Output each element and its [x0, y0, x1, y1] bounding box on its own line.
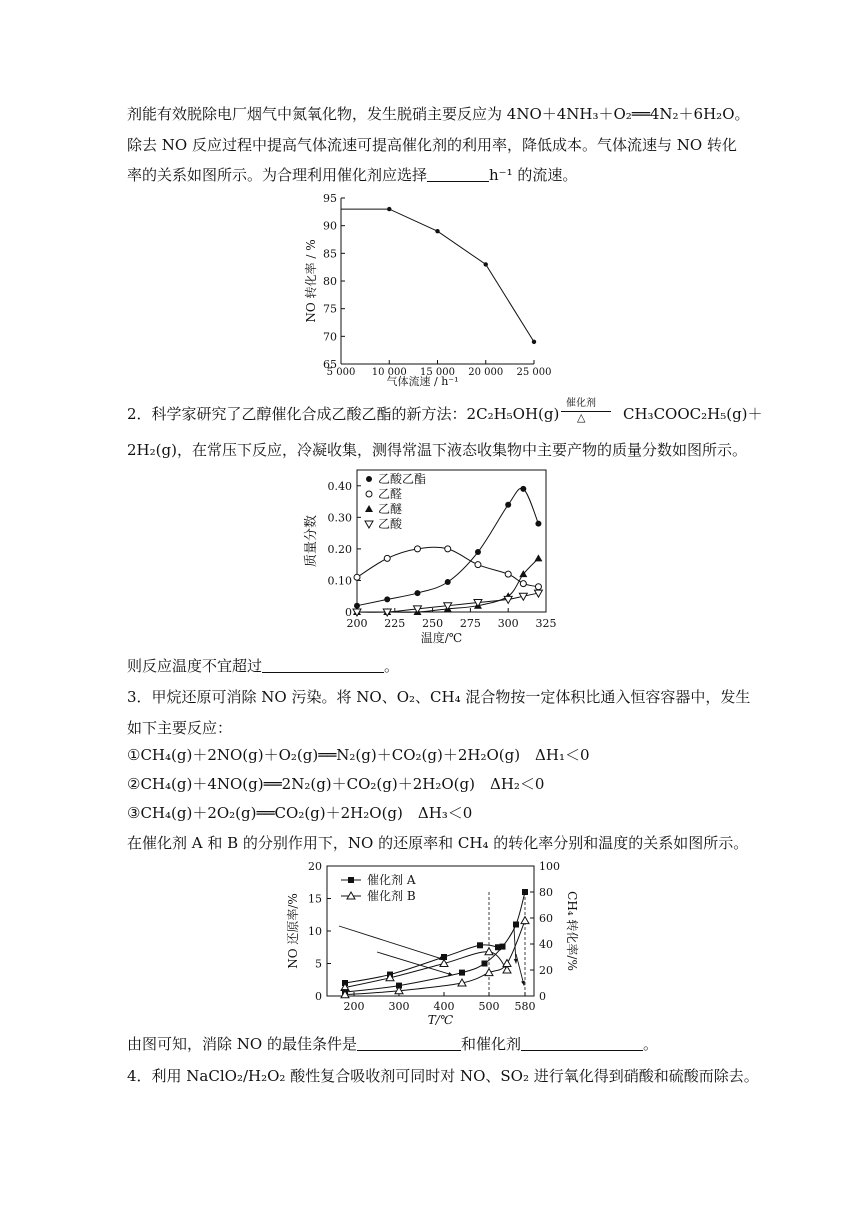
legend-label: 催化剂 B [367, 889, 416, 903]
legend-label: 催化剂 A [367, 873, 416, 887]
q2-line-1b: CH₃COOC₂H₅(g)＋ [623, 405, 763, 423]
x-tick-label: 275 [459, 617, 481, 630]
x-tick-label: 300 [497, 617, 519, 630]
data-point [383, 609, 391, 616]
arrow-head [439, 956, 444, 960]
y-tick-label: 0.10 [327, 574, 352, 588]
y-tick-label: 0.40 [327, 479, 352, 493]
data-point [441, 954, 447, 960]
data-point [383, 608, 391, 615]
data-point [384, 555, 390, 561]
q2-line-1 [127, 404, 559, 424]
data-point [520, 581, 526, 587]
intro-line-1: 剂能有效脱除电厂烟气中氮氧化物，发生脱硝主要反应为 4NO＋4NH₃＋O₂══4N₂＋6H₂O。 [127, 105, 750, 123]
y-tick-label: 0 [345, 606, 352, 619]
y-tick-label: 90 [323, 219, 337, 233]
data-point [482, 961, 488, 967]
x-tick-label: 20 000 [468, 367, 504, 378]
intro-line-3-unit: h⁻¹ 的流速。 [489, 166, 578, 184]
data-point [519, 570, 527, 577]
data-point [459, 970, 465, 976]
y-tick-label: 65 [323, 358, 337, 371]
data-point [414, 546, 420, 552]
data-point [504, 592, 512, 599]
q2-answer-end: 。 [384, 657, 400, 675]
data-point [396, 983, 402, 989]
data-point [435, 229, 439, 233]
y-tick-label: 0.20 [327, 542, 352, 556]
data-point [505, 502, 511, 508]
q2-line-2: 2H₂(g)，在常压下反应，冷凝收集，测得常温下液态收集物中主要产物的质量分数如图所示。 [127, 441, 747, 459]
series-line-3 [357, 558, 538, 612]
data-point [505, 571, 511, 577]
series-line-1 [345, 945, 498, 983]
annotation-arrow [516, 954, 524, 986]
answer-blank-temperature[interactable] [262, 658, 384, 673]
data-point [353, 608, 361, 615]
q4-line-1: 4．利用 NaClO₂/H₂O₂ 酸性复合吸收剂可同时对 NO、SO₂ 进行氧化得到硝酸和硫酸而除去。 [127, 1067, 759, 1085]
series-line-1 [357, 488, 538, 605]
q2-line-1a: 2．科学家研究了乙醇催化合成乙酸乙酯的新方法：2C₂H₅OH(g) [127, 405, 560, 423]
y-tick-label: 80 [323, 275, 337, 288]
data-point [495, 944, 501, 950]
data-point [484, 262, 488, 266]
data-point [413, 606, 421, 613]
data-point [535, 584, 541, 590]
x-tick-label: 10 000 [371, 367, 407, 378]
data-point [522, 889, 528, 895]
q3-reaction-3: ③CH₄(g)＋2O₂(g)══CO₂(g)＋2H₂O(g) ΔH₃＜0 [127, 804, 473, 822]
data-point [444, 603, 452, 610]
data-point [503, 966, 511, 973]
series-line-2 [357, 547, 538, 586]
q2-heat-label: △ [577, 411, 586, 424]
data-point [535, 521, 541, 527]
x-tick-label: 225 [384, 617, 406, 630]
data-point [342, 980, 348, 986]
data-point [341, 984, 349, 991]
data-point [485, 948, 493, 955]
data-point [485, 969, 493, 976]
x-tick-label: 15 000 [420, 367, 455, 378]
answer-blank-condition[interactable] [357, 1036, 461, 1051]
intro-line-2: 除去 NO 反应过程中提高气体流速可提高催化剂的利用率，降低成本。气体流速与 NO 转化 [127, 136, 737, 154]
q2-catalyst-label: 催化剂 [566, 398, 596, 409]
intro-line-3-text: 率的关系如图所示。为合理利用催化剂应选择 [127, 166, 428, 184]
answer-blank-flow[interactable] [427, 167, 489, 182]
y2-axis-label: CH₄ 转化率/% [565, 891, 579, 971]
data-point [413, 608, 421, 615]
x-axis-label: T/℃ [427, 1013, 454, 1027]
data-point [532, 340, 536, 344]
x-tick-label: 500 [478, 1000, 500, 1013]
x-tick-label: 325 [535, 617, 557, 630]
intro-line-3 [127, 165, 577, 185]
arrow-head [514, 959, 518, 964]
y2-tick-label: 40 [539, 938, 553, 951]
data-point [520, 486, 526, 492]
arrow-head [448, 972, 453, 976]
data-point [440, 960, 448, 967]
data-point [445, 546, 451, 552]
q3-answer-end: 。 [642, 1035, 658, 1053]
y-tick-label: 95 [323, 192, 337, 205]
y-tick-label: 70 [323, 330, 337, 344]
data-point [342, 989, 348, 995]
annotation-arrow [514, 928, 516, 964]
data-point [474, 602, 482, 609]
q2-answer-line [127, 656, 399, 676]
data-point [414, 590, 420, 596]
q3-line-3: 在催化剂 A 和 B 的分别作用下，NO 的还原率和 CH₄ 的转化率分别和温度的关系如图所示。 [127, 834, 749, 852]
x-tick-label: 300 [388, 1000, 410, 1013]
plot-frame [327, 866, 534, 996]
data-point [445, 579, 451, 585]
annotation-arrow [377, 952, 453, 975]
series-line-4 [345, 921, 525, 995]
data-point [504, 596, 512, 603]
q3-answer-mid: 和催化剂 [460, 1035, 521, 1053]
data-point [353, 609, 361, 616]
data-point [354, 603, 360, 609]
data-point [474, 600, 482, 607]
arrow-head [521, 981, 525, 986]
data-point [475, 562, 481, 568]
y2-tick-label: 60 [539, 912, 553, 925]
y2-tick-label: 100 [539, 860, 560, 873]
x-tick-label: 580 [514, 1000, 536, 1013]
y-tick-label: 15 [308, 892, 322, 906]
q3-line-2: 如下主要反应： [127, 719, 233, 737]
legend-label: 乙酸 [378, 517, 403, 531]
data-point [521, 917, 529, 924]
y2-tick-label: 80 [539, 886, 553, 899]
q2-answer-text: 则反应温度不宜超过 [127, 657, 263, 675]
data-point [341, 991, 349, 998]
data-point [384, 596, 390, 602]
legend-label: 乙醛 [378, 487, 403, 501]
q3-answer-text: 由图可知，消除 NO 的最佳条件是 [127, 1035, 357, 1053]
x-axis-label: 温度/℃ [420, 631, 463, 645]
x-tick-label: 250 [422, 617, 444, 630]
series-line-2 [345, 952, 507, 988]
y-tick-label: 0.30 [327, 511, 352, 525]
y2-tick-label: 0 [539, 990, 546, 1003]
series-line-3 [345, 892, 525, 992]
x-tick-label: 400 [433, 1000, 455, 1013]
data-point [477, 942, 483, 948]
y-tick-label: 0 [315, 990, 322, 1003]
legend-label: 乙醚 [378, 502, 403, 516]
series-line [341, 209, 534, 342]
data-point [387, 972, 393, 978]
q3-line-1: 3．甲烷还原可消除 NO 污染。将 NO、O₂、CH₄ 混合物按一定体积比通入恒容容器中，发生 [127, 688, 751, 706]
data-point [513, 922, 519, 928]
plot-frame [357, 470, 546, 612]
q3-answer-line [127, 1034, 658, 1054]
x-axis-label: 气体流速 / h⁻¹ [386, 375, 459, 388]
legend-marker [366, 476, 372, 482]
data-point [458, 979, 466, 986]
legend-marker [347, 892, 355, 899]
data-point [444, 605, 452, 612]
data-point [519, 593, 527, 600]
y-axis-label: 质量分数 [304, 514, 319, 568]
y-tick-label: 5 [315, 957, 322, 971]
q2-reaction-arrow [561, 411, 611, 413]
q3-reaction-1: ①CH₄(g)＋2NO(g)＋O₂(g)══N₂(g)＋CO₂(g)＋2H₂O(g) ΔH₁＜0 [127, 746, 590, 764]
data-point [354, 574, 360, 580]
data-point [500, 944, 506, 950]
y-axis-label: NO 转化率 / % [304, 239, 318, 323]
q3-reaction-2: ②CH₄(g)＋4NO(g)══2N₂(g)＋CO₂(g)＋2H₂O(g) ΔH₂＜0 [127, 775, 545, 793]
x-tick-label: 200 [346, 617, 368, 630]
annotation-arrow [339, 926, 444, 960]
x-tick-label: 25 000 [516, 367, 552, 378]
y2-tick-label: 20 [539, 964, 553, 977]
legend-marker [348, 877, 354, 883]
y-tick-label: 10 [308, 925, 322, 938]
y-tick-label: 85 [323, 247, 337, 261]
data-point [534, 590, 542, 597]
data-point [475, 549, 481, 555]
data-point [395, 987, 403, 994]
legend-label: 乙酸乙酯 [378, 472, 427, 486]
x-tick-label: 200 [343, 1000, 365, 1013]
data-point [534, 554, 542, 561]
series-line-4 [357, 593, 538, 612]
y-tick-label: 20 [308, 860, 322, 873]
legend-marker [366, 491, 372, 497]
data-point [386, 974, 394, 981]
y-axis-label: NO 还原率/% [286, 893, 300, 969]
y-tick-label: 75 [323, 302, 337, 316]
data-point [503, 960, 511, 967]
x-tick-label: 5 000 [326, 367, 356, 378]
data-point [387, 207, 391, 211]
legend-marker [365, 521, 373, 528]
answer-blank-catalyst[interactable] [521, 1036, 643, 1051]
legend-marker [365, 505, 373, 512]
